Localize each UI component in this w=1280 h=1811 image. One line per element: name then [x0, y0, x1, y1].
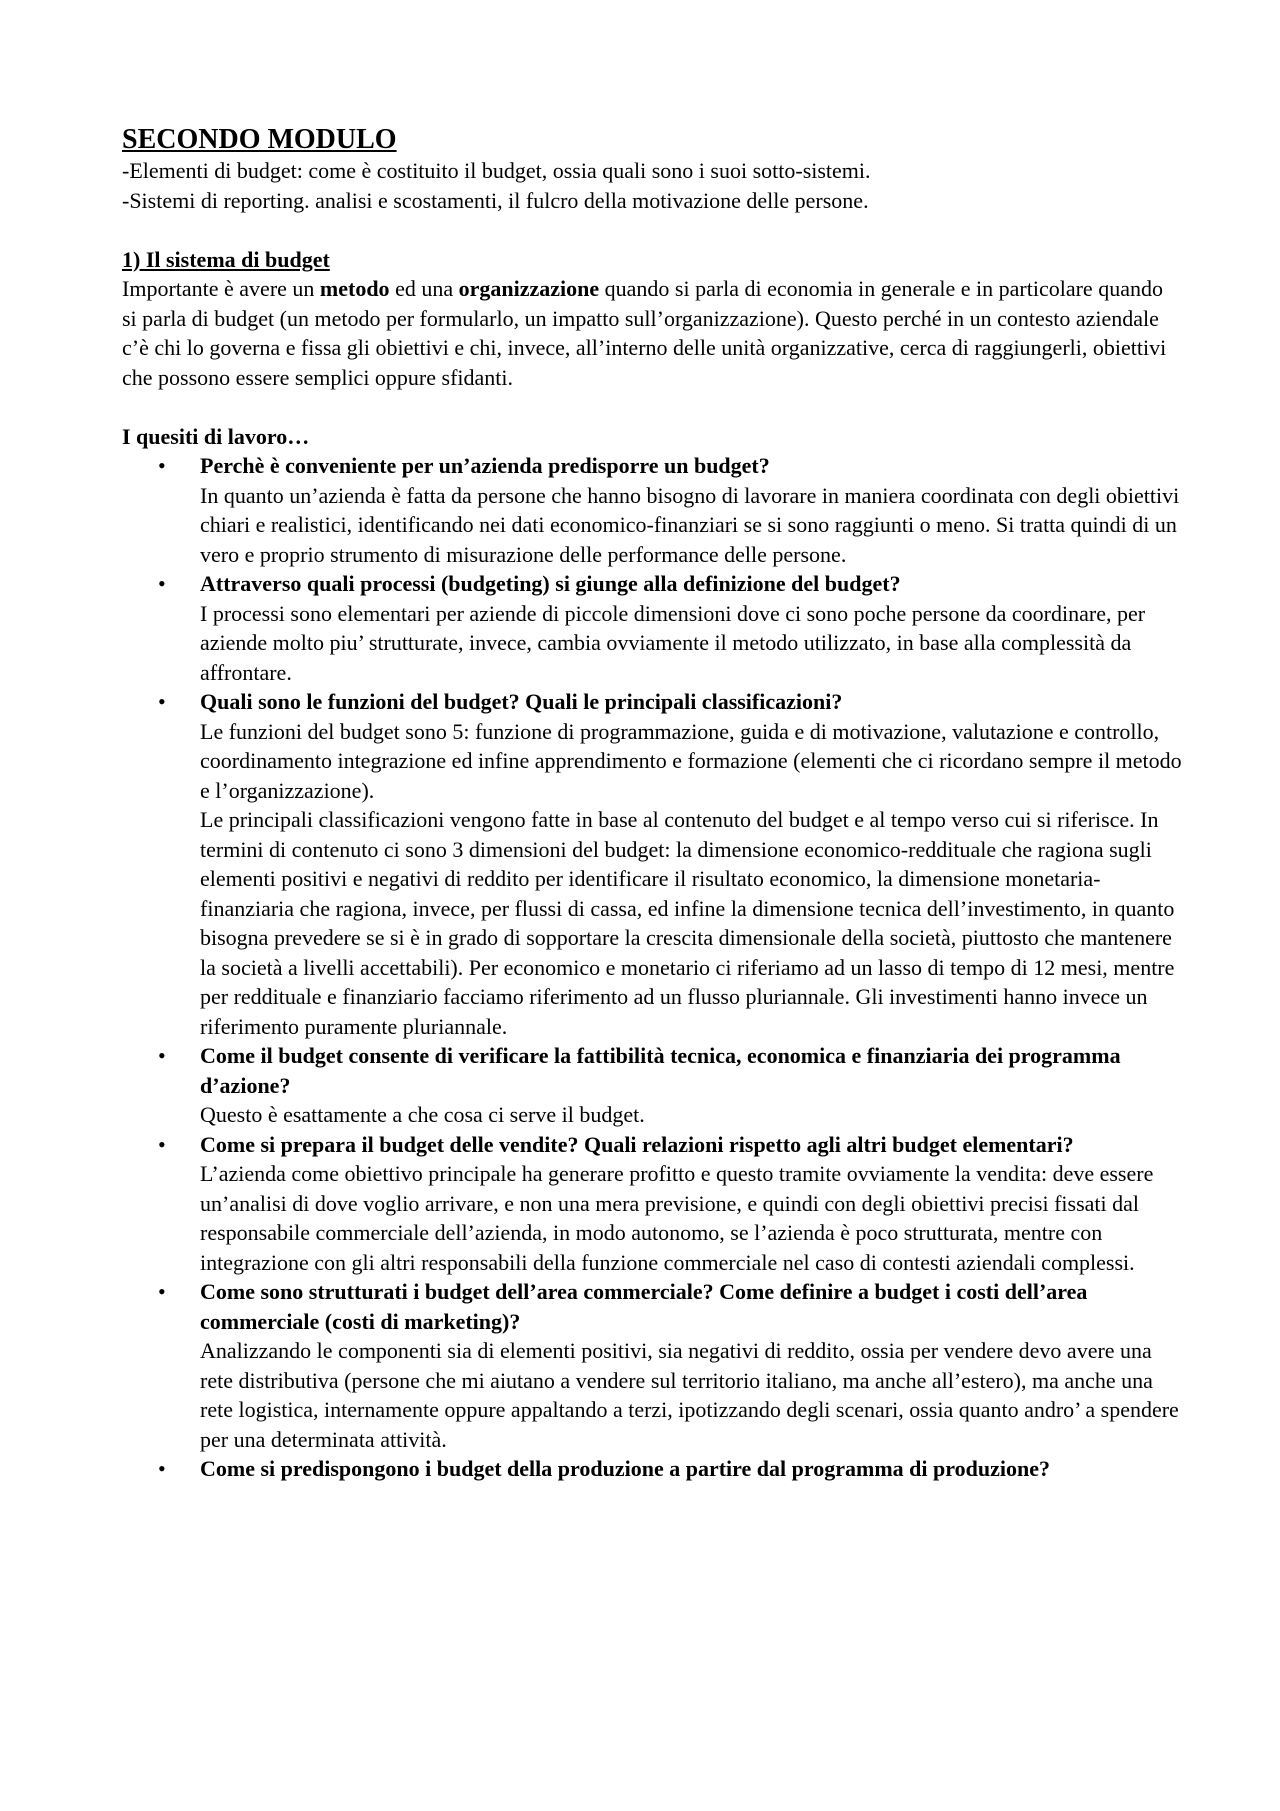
section-paragraph — [122, 274, 1182, 392]
bullet-icon: • — [158, 1131, 166, 1157]
section-heading: 1) Il sistema di budget — [122, 246, 330, 272]
answer-text: Questo è esattamente a che cosa ci serve il budget. — [200, 1102, 645, 1127]
question-item — [122, 1454, 1182, 1484]
question-item — [122, 569, 1182, 687]
question-text: Perchè è conveniente per un’azienda predisporre un budget? — [200, 453, 770, 478]
bullet-icon: • — [158, 1043, 166, 1068]
intro-line-2: -Sistemi di reporting. analisi e scostamenti, il fulcro della motivazione delle persone. — [122, 187, 869, 213]
question-item — [122, 1277, 1182, 1454]
answer-text: Analizzando le componenti sia di elementi positivi, sia negativi di reddito, ossia per vendere devo avere una rete distributiva (persone che mi aiutano a vendere sul territorio italiano, ma anche all’estero), ma anche una rete logistica, internamente oppure appaltando a terzi, ipotizzando degli scenari, ossia quanto andro’ a spendere per una determinata attività. — [200, 1338, 1179, 1452]
bullet-icon: • — [158, 571, 166, 596]
bullet-icon: • — [158, 1456, 166, 1481]
question-item — [122, 451, 1182, 569]
answer-text: L’azienda come obiettivo principale ha generare profitto e questo tramite ovviamente la vendita: deve essere un’analisi di dove voglio arrivare, e non una mera previsione, e quindi con degli obiettivi precisi fissati dal responsabile commerciale dell’azienda, in modo autonomo, se l’azienda è poco strutturata, mentre con integrazione con gli altri responsabili della funzione commerciale nel caso di contesti aziendali complessi. — [200, 1161, 1154, 1275]
keyword-organizzazione: organizzazione — [458, 276, 600, 301]
document-title: SECONDO MODULO — [122, 124, 397, 155]
question-text: Quali sono le funzioni del budget? Quali le principali classificazioni? — [200, 689, 843, 714]
answer-text: In quanto un’azienda è fatta da persone che hanno bisogno di lavorare in maniera coordinata con degli obiettivi chiari e realistici, identificando nei dati economico-finanziari se si sono raggiunti o meno. Si tratta quindi di un vero e proprio strumento di misurazione delle performance delle persone. — [200, 482, 1180, 567]
bullet-icon: • — [158, 1279, 166, 1304]
question-text: Come il budget consente di verificare la fattibilità tecnica, economica e finanziaria dei programma d’azione? — [200, 1043, 1121, 1098]
intro-line-1: -Elementi di budget: come è costituito il budget, ossia quali sono i suoi sotto-sistemi. — [122, 158, 871, 183]
question-item — [122, 1130, 1182, 1278]
document-page — [122, 124, 1182, 1484]
spacer — [122, 392, 1182, 422]
question-text: Come si predispongono i budget della produzione a partire dal programma di produzione? — [200, 1456, 1050, 1481]
bullet-icon: • — [158, 689, 166, 714]
question-item — [122, 1041, 1182, 1130]
quesiti-heading: I quesiti di lavoro… — [122, 423, 310, 449]
bullet-icon: • — [158, 453, 166, 478]
paragraph-text-3: quando si parla di economia in generale e in particolare quando si parla di budget (un metodo per formularlo, un impatto sull’organizzazione). Questo perché in un contesto aziendale c’è chi lo governa e fissa gli obiettivi e chi, invece, all’interno delle unità organizzative, cerca di raggiungerli, obiettivi che possono essere semplici oppure sfidanti. — [122, 276, 1167, 390]
question-item — [122, 687, 1182, 1041]
answer-text: Le principali classificazioni vengono fatte in base al contenuto del budget e al tempo verso cui si riferisce. In termini di contenuto ci sono 3 dimensioni del budget: la dimensione economico-reddituale che ragiona sugli elementi positivi e negativi di reddito per identificare il risultato economico, la dimensione monetaria-finanziaria che ragiona, invece, per flussi di cassa, ed infine la dimensione tecnica dell’investimento, in quanto bisogna prevedere se si è in grado di sopportare la crescita dimensionale della società, piuttosto che mantenere la società a livelli accettabili). Per economico e monetario ci riferiamo ad un lasso di tempo di 12 mesi, mentre per reddituale e finanziario facciamo riferimento ad un flusso pluriannale. Gli investimenti hanno invece un riferimento puramente pluriannale. — [200, 807, 1175, 1039]
question-text: Come si prepara il budget delle vendite? Quali relazioni rispetto agli altri budget elementari? — [200, 1131, 1074, 1157]
paragraph-text-1: Importante è avere un — [122, 276, 320, 301]
paragraph-text-2: ed una — [389, 276, 459, 301]
keyword-metodo: metodo — [319, 276, 390, 301]
answer-text: I processi sono elementari per aziende di piccole dimensioni dove ci sono poche persone da coordinare, per aziende molto piu’ strutturate, invece, cambia ovviamente il metodo utilizzato, in base alla complessità da affrontare. — [200, 600, 1146, 685]
spacer — [122, 215, 1182, 245]
question-text: Come sono strutturati i budget dell’area commerciale? Come definire a budget i costi dell’area commerciale (costi di marketing)? — [200, 1279, 1088, 1334]
answer-text: Le funzioni del budget sono 5: funzione di programmazione, guida e di motivazione, valutazione e controllo, coordinamento integrazione ed infine apprendimento e formazione (elementi che ci ricordano sempre il metodo e l’organizzazione). — [200, 718, 1182, 803]
question-list — [122, 451, 1182, 1484]
question-text: Attraverso quali processi (budgeting) si giunge alla definizione del budget? — [200, 571, 901, 596]
